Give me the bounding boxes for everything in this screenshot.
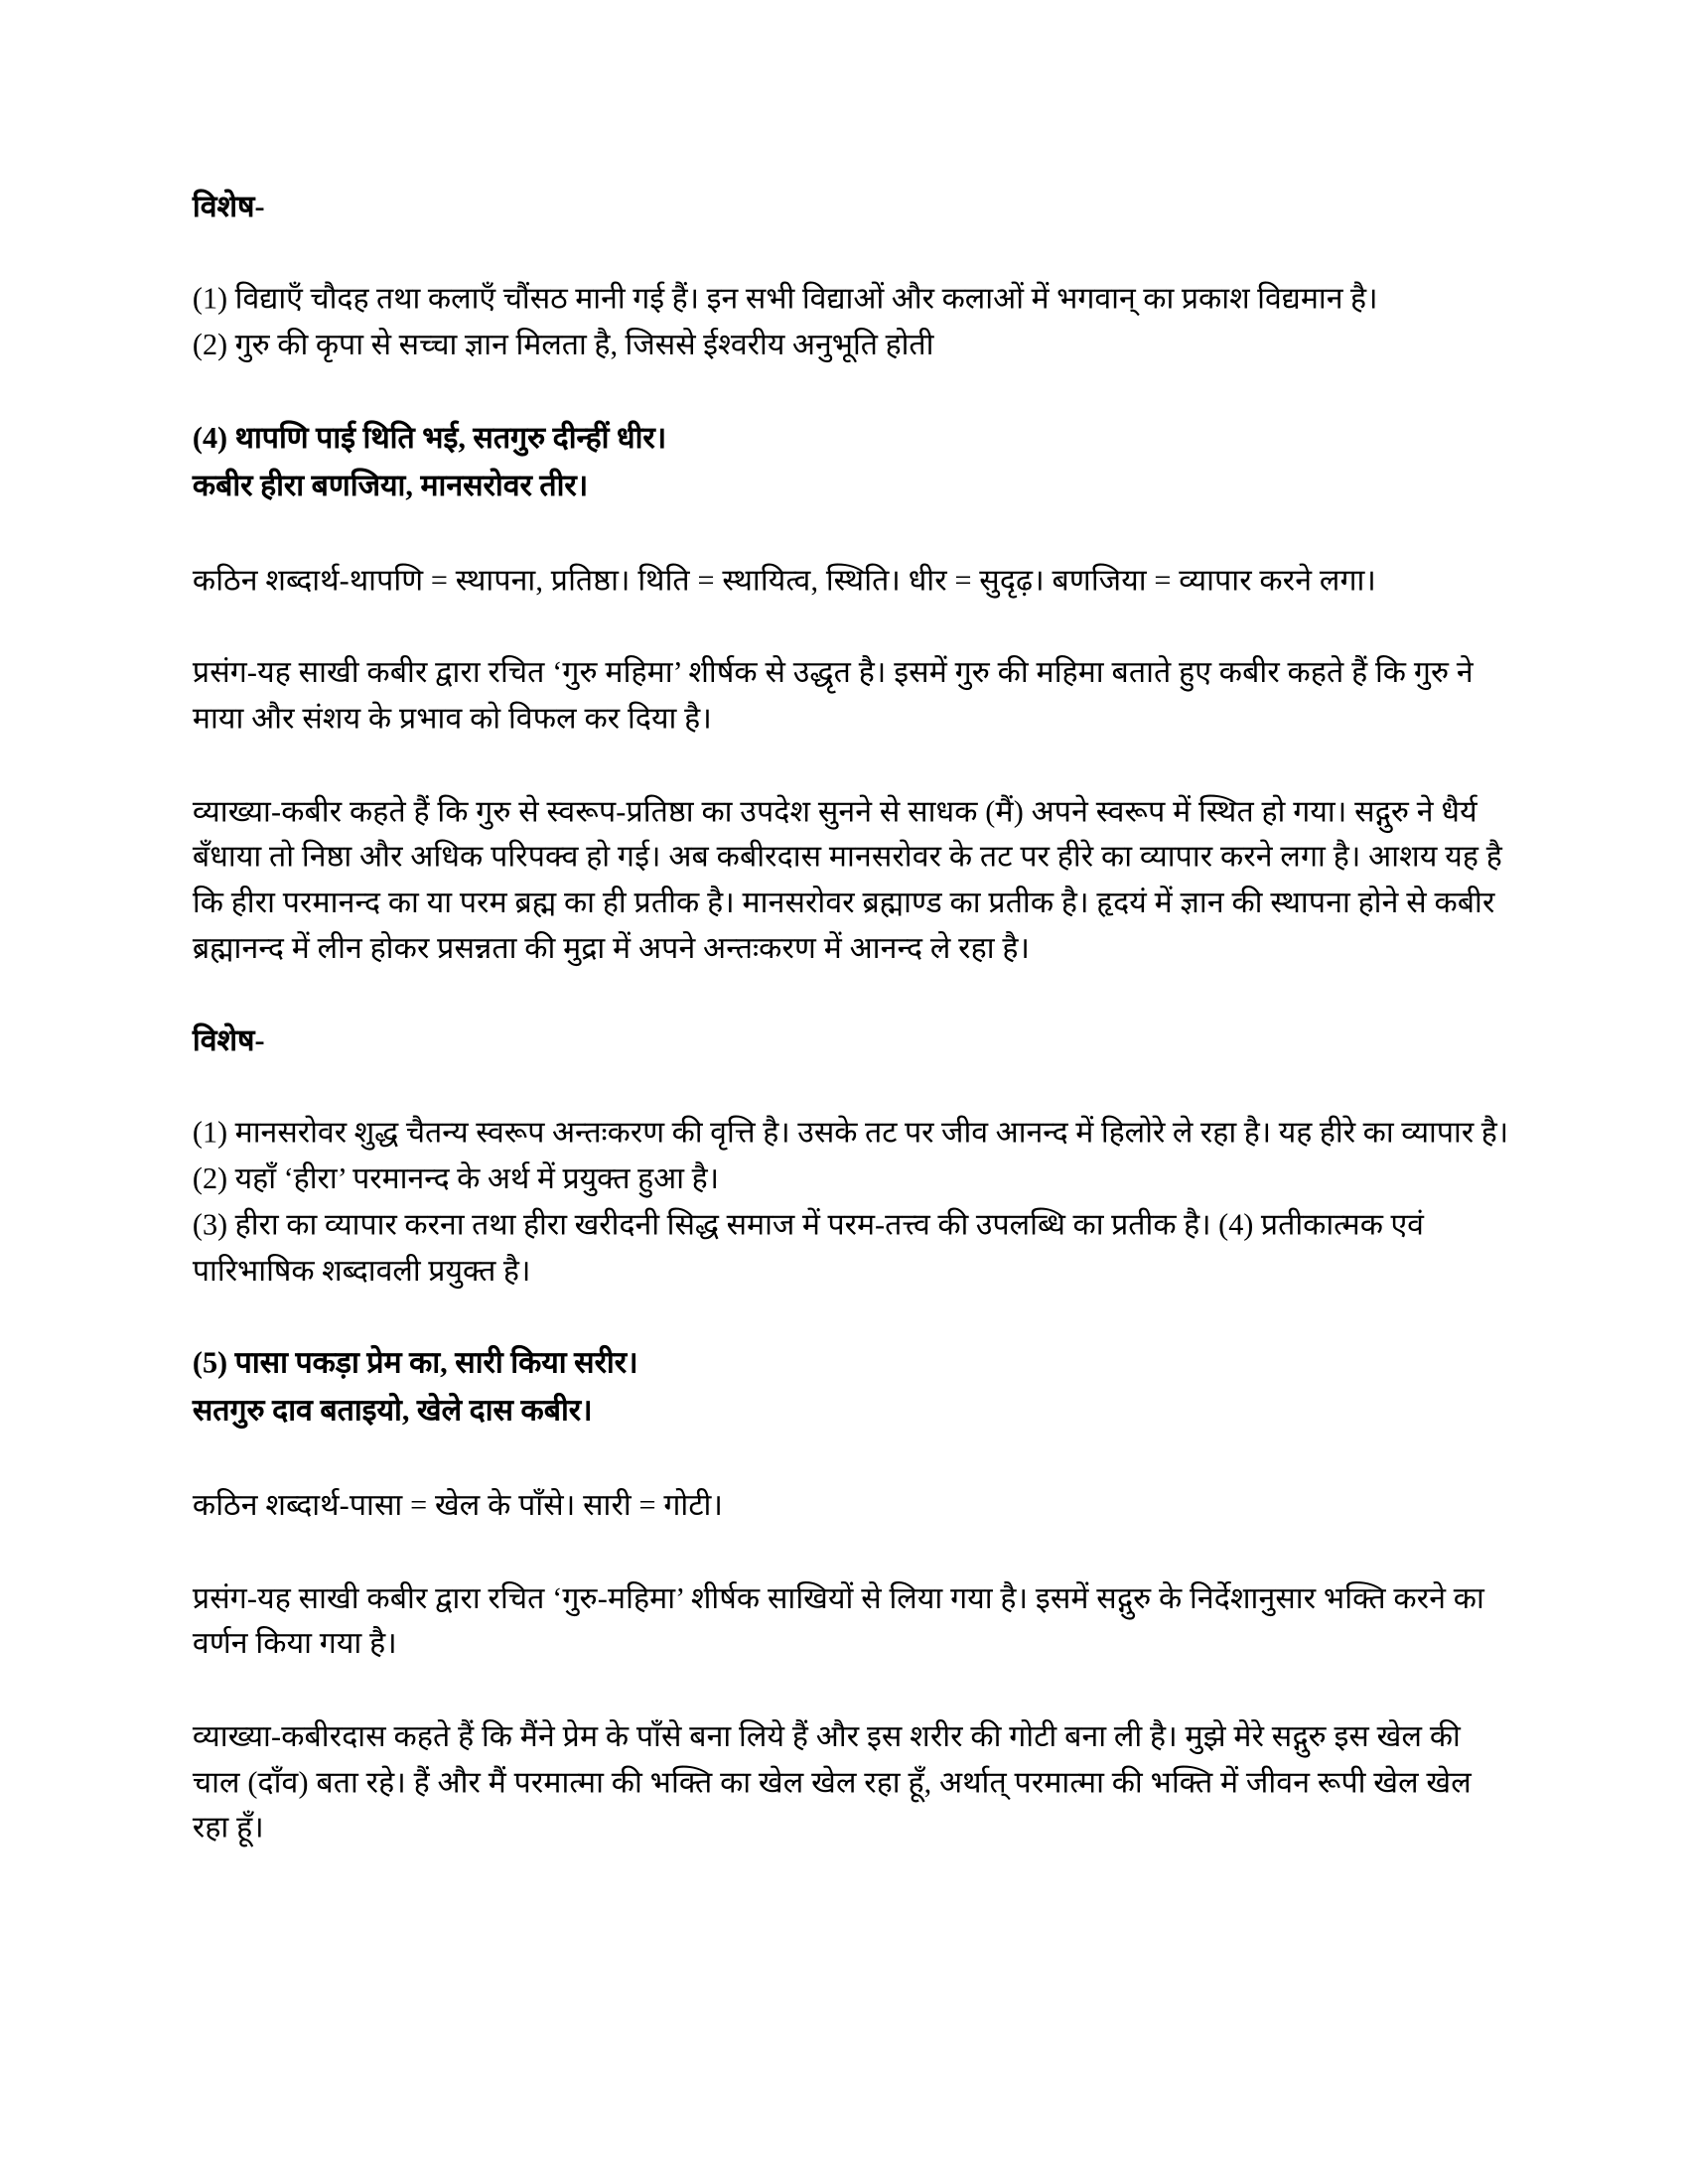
verse-couplet-4 (193, 415, 1511, 509)
paragraph-shabdarth-5: कठिन शब्दार्थ-पासा = खेल के पाँसे। सारी = गोटी। (192, 1488, 724, 1523)
spacer (193, 1294, 1511, 1341)
paragraph-vyakhya-4: व्याख्या-कबीर कहते हैं कि गुरु से स्वरूप-प्रतिष्ठा का उपदेश सुनने से साधक (मैं) अपने स्वरूप में स्थित हो गया। सद्गुरु ने धैर्य बँधाया तो निष्ठा और अधिक परिपक्व हो गई। अब कबीरदास मानसरोवर के तट पर हीरे का व्यापार करने लगा है। आशय यह है कि हीरा परमानन्द का या परम ब्रह्म का ही प्रतीक है। मानसरोवर ब्रह्माण्ड का प्रतीक है। हृदयं में ज्ञान की स्थापना होने से कबीर ब्रह्मानन्द में लीन होकर प्रसन्नता की मुद्रा में अपने अन्तःकरण में आनन्द ले रहा है। (192, 794, 1502, 965)
spacer (193, 510, 1511, 558)
spacer (193, 1435, 1511, 1483)
list-item: (2) यहाँ ‘हीरा’ परमानन्द के अर्थ में प्रयुक्त हुआ है। (192, 1161, 720, 1196)
spacer (193, 742, 1511, 789)
verse-line: (5) पासा पकड़ा प्रेम का, सारी किया सरीर। (192, 1346, 638, 1380)
paragraph-prasang-5: प्रसंग-यह साखी कबीर द्वारा रचित ‘गुरु-महिमा’ शीर्षक साखियों से लिया गया है। इसमें सद्गुरु के निर्देशानुसार भक्ति करने का वर्णन किया गया है। (192, 1580, 1484, 1661)
spacer (193, 1529, 1511, 1576)
paragraph-prasang-4: प्रसंग-यह साखी कबीर द्वारा रचित ‘गुरु महिमा’ शीर्षक से उद्धृत है। इसमें गुरु की महिमा बताते हुए कबीर कहते हैं कि गुरु ने माया और संशय के प्रभाव को विफल कर दिया है। (192, 655, 1474, 736)
spacer (193, 603, 1511, 650)
spacer (193, 1063, 1511, 1111)
verse-line: कबीर हीरा बणजिया, मानसरोवर तीर। (192, 468, 589, 502)
paragraph-vyakhya-5: व्याख्या-कबीरदास कहते हैं कि मैंने प्रेम के पाँसे बना लिये हैं और इस शरीर की गोटी बना ली है। मुझे मेरे सद्गुरु इस खेल की चाल (दाँव) बता रहे। हैं और मैं परमात्मा की भक्ति का खेल खेल रहा हूँ, अर्थात् परमात्मा की भक्ति में जीवन रूपी खेल खेल रहा हूँ। (192, 1719, 1472, 1845)
section-heading-vishesh-2: विशेष- (192, 1024, 265, 1058)
spacer (193, 1667, 1511, 1714)
spacer (193, 971, 1511, 1019)
list-item: (1) विद्याएँ चौदह तथा कलाएँ चौंसठ मानी गई हैं। इन सभी विद्याओं और कलाओं में भगवान् का प्रकाश विद्यमान है। (192, 282, 1378, 316)
document-content (193, 184, 1511, 1850)
paragraph-shabdarth-4: कठिन शब्दार्थ-थापणि = स्थापना, प्रतिष्ठा। थिति = स्थायित्व, स्थिति। धीर = सुदृढ़। बणजिया = व्यापार करने लगा। (192, 562, 1377, 597)
list-item: (1) मानसरोवर शुद्ध चैतन्य स्वरूप अन्तःकरण की वृत्ति है। उसके तट पर जीव आनन्द में हिलोरे ले रहा है। यह हीरे का व्यापार है। (192, 1116, 1509, 1151)
list-item: (2) गुरु की कृपा से सच्चा ज्ञान मिलता है, जिससे ईश्वरीय अनुभूति होती (192, 328, 934, 361)
spacer (193, 229, 1511, 277)
verse-line: (4) थापणि पाई थिति भई, सतगुरु दीन्हीं धीर। (192, 420, 667, 455)
verse-line: सतगुरु दाव बताइयो, खेले दास कबीर। (192, 1393, 593, 1428)
section-heading-vishesh-1: विशेष- (192, 190, 265, 223)
list-item: (3) हीरा का व्यापार करना तथा हीरा खरीदनी सिद्ध समाज में परम-तत्त्व की उपलब्धि का प्रतीक है। (4) प्रतीकात्मक एवं पारिभाषिक शब्दावली प्रयुक्त है। (192, 1207, 1424, 1288)
verse-couplet-5 (193, 1340, 1511, 1434)
spacer (193, 367, 1511, 415)
